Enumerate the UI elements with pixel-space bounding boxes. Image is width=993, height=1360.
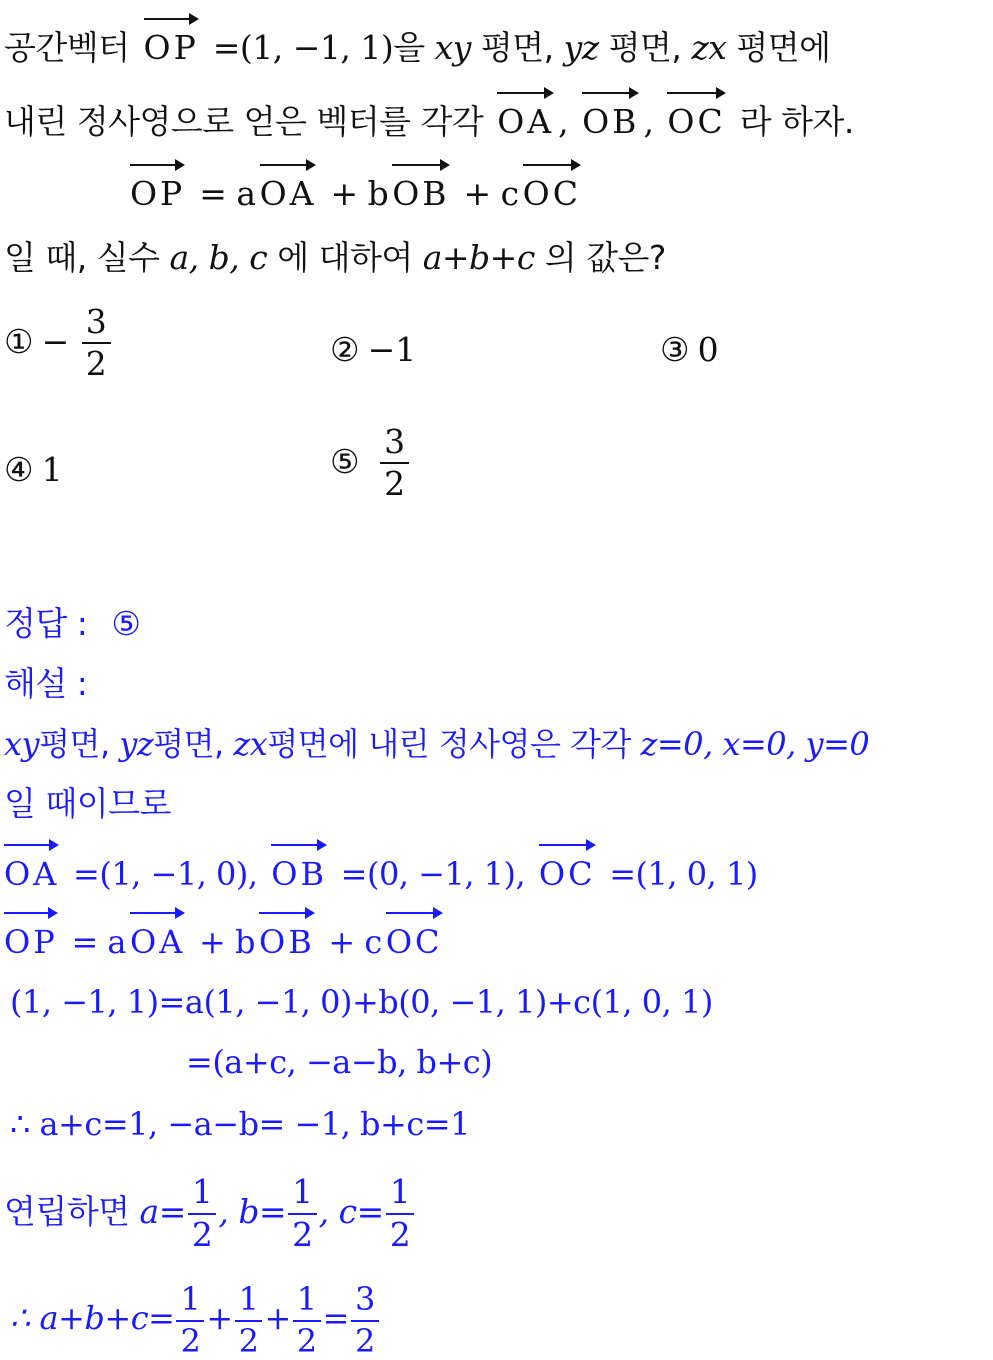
vector-value: =(1, −1, 0), — [63, 855, 268, 893]
vector-oa: OA — [497, 88, 554, 142]
fraction-numerator: 1 — [188, 1174, 217, 1214]
sum-expression: a+b+c — [422, 238, 535, 277]
plus-sign: + — [264, 1299, 291, 1337]
fraction-numerator: 3 — [380, 424, 409, 464]
vector-ob: OB — [392, 160, 449, 214]
var-a: a= — [139, 1192, 186, 1231]
solution-label: 연립하면 — [4, 1192, 140, 1231]
vector-components: =(1, −1, 1)을 — [202, 28, 435, 67]
fraction-numerator: 1 — [293, 1282, 321, 1321]
equation-part: + b — [189, 923, 255, 961]
option-1-sign: − — [41, 321, 70, 361]
explanation-line-1 — [4, 724, 869, 764]
option-4[interactable] — [4, 450, 63, 490]
explanation-final — [10, 1276, 381, 1360]
vector-ob: OB — [582, 88, 639, 142]
question-text: 공간벡터 — [4, 28, 140, 67]
explanation-solution — [4, 1170, 416, 1254]
separator: , — [558, 102, 579, 141]
equation-part: + b — [320, 174, 389, 213]
vector-op: OP — [4, 908, 58, 962]
option-3-value: 0 — [697, 330, 719, 369]
question-text: 평면에 — [726, 28, 831, 67]
explanation-label-text: 해설 : — [4, 664, 88, 703]
explanation-system — [10, 1104, 470, 1144]
question-text: 일 때, 실수 — [4, 238, 170, 277]
plane-equations: z=0, x=0, y=0 — [640, 725, 870, 763]
question-text: 의 값은? — [534, 238, 666, 277]
question-text: 평면, — [470, 28, 564, 67]
option-5-fraction — [380, 424, 409, 503]
answer-line — [4, 604, 140, 644]
explanation-line-2 — [4, 784, 171, 824]
equation-part: + c — [318, 923, 382, 961]
vector-oc: OC — [667, 88, 725, 142]
option-4-value: 1 — [41, 450, 63, 489]
fraction-denominator: 2 — [292, 1214, 313, 1254]
fraction-denominator: 2 — [296, 1321, 317, 1360]
fraction-numerator: 1 — [288, 1174, 317, 1214]
explanation-label — [4, 664, 87, 704]
fraction-denominator: 2 — [238, 1321, 259, 1360]
fraction-c — [386, 1174, 415, 1253]
fraction-numerator: 3 — [82, 304, 111, 344]
explanation-expansion — [10, 982, 713, 1022]
option-2[interactable] — [330, 330, 416, 370]
variables-abc: a, b, c — [169, 238, 268, 277]
vector-oa: OA — [4, 840, 59, 894]
fraction-denominator: 2 — [191, 1214, 213, 1254]
explanation-result — [186, 1042, 492, 1082]
fraction-b — [288, 1174, 317, 1253]
explanation-equation — [4, 908, 447, 962]
question-line-2 — [4, 88, 854, 142]
vector-op: OP — [130, 160, 185, 214]
fraction-term-2 — [235, 1282, 263, 1358]
equation-part: = a — [61, 923, 126, 961]
vector-oa: OA — [130, 908, 185, 962]
explanation-vectors — [4, 840, 758, 894]
question-text: 에 대하여 — [267, 238, 423, 277]
option-2-value: −1 — [367, 330, 417, 369]
vector-oc: OC — [523, 160, 581, 214]
option-1[interactable] — [4, 304, 113, 383]
fraction-denominator: 2 — [389, 1214, 411, 1254]
fraction-denominator: 2 — [384, 464, 406, 504]
var-c: , c= — [318, 1192, 384, 1231]
system-text: ∴ a+c=1, −a−b= −1, b+c=1 — [10, 1105, 470, 1143]
vector-oc: OC — [539, 840, 596, 894]
fraction-denominator: 2 — [180, 1321, 201, 1360]
plane-xy: xy — [434, 28, 471, 67]
explanation-text: 일 때이므로 — [4, 784, 171, 823]
fraction-term-3 — [293, 1282, 321, 1358]
option-5-mark: ⑤ — [330, 441, 360, 481]
explanation-text: 평면, — [39, 725, 120, 763]
question-text: 평면, — [598, 28, 692, 67]
equation-part: = a — [189, 174, 256, 213]
option-3[interactable] — [660, 330, 719, 370]
plus-sign: + — [206, 1299, 233, 1337]
question-equation — [126, 160, 585, 214]
option-1-mark: ① — [4, 321, 34, 361]
option-5[interactable] — [330, 424, 411, 503]
fraction-numerator: 1 — [235, 1282, 263, 1321]
fraction-denominator: 2 — [85, 344, 107, 384]
fraction-total — [351, 1282, 379, 1358]
fraction-numerator: 1 — [386, 1174, 415, 1214]
vector-ob: OB — [259, 908, 315, 962]
fraction-term-1 — [176, 1282, 204, 1358]
option-2-mark: ② — [330, 330, 360, 369]
fraction-denominator: 2 — [354, 1321, 375, 1360]
question-line-1 — [4, 14, 831, 68]
plane-xy: xy — [4, 725, 40, 763]
equation-part: + c — [453, 174, 519, 213]
question-text: 내린 정사영으로 얻은 벡터를 각각 — [4, 102, 494, 141]
answer-value: ⑤ — [111, 604, 141, 643]
expansion-text: (1, −1, 1)=a(1, −1, 0)+b(0, −1, 1)+c(1, 0, 1) — [10, 983, 713, 1021]
option-3-mark: ③ — [660, 330, 690, 369]
vector-op: OP — [144, 14, 199, 68]
vector-ob: OB — [271, 840, 327, 894]
result-text: =(a+c, −a−b, b+c) — [186, 1043, 493, 1081]
vector-value: =(1, 0, 1) — [599, 855, 758, 893]
plane-yz: yz — [119, 725, 154, 763]
plane-zx: zx — [691, 28, 727, 67]
question-text: 라 하자. — [729, 102, 854, 141]
vector-oa: OA — [260, 160, 317, 214]
vector-value: =(0, −1, 1), — [330, 855, 535, 893]
answer-label: 정답 : — [4, 604, 98, 643]
option-1-fraction — [82, 304, 111, 383]
var-b: , b= — [218, 1192, 287, 1231]
fraction-a — [188, 1174, 217, 1253]
option-4-mark: ④ — [4, 450, 34, 489]
fraction-numerator: 1 — [176, 1282, 204, 1321]
question-line-4 — [4, 238, 666, 278]
plane-zx: zx — [233, 725, 268, 763]
final-lhs: ∴ a+b+c= — [10, 1299, 175, 1337]
separator: , — [643, 102, 664, 141]
explanation-text: 평면, — [153, 725, 234, 763]
fraction-numerator: 3 — [351, 1282, 379, 1321]
plane-yz: yz — [563, 28, 599, 67]
explanation-text: 평면에 내린 정사영은 각각 — [267, 725, 641, 763]
vector-oc: OC — [386, 908, 443, 962]
equals-sign: = — [322, 1299, 349, 1337]
